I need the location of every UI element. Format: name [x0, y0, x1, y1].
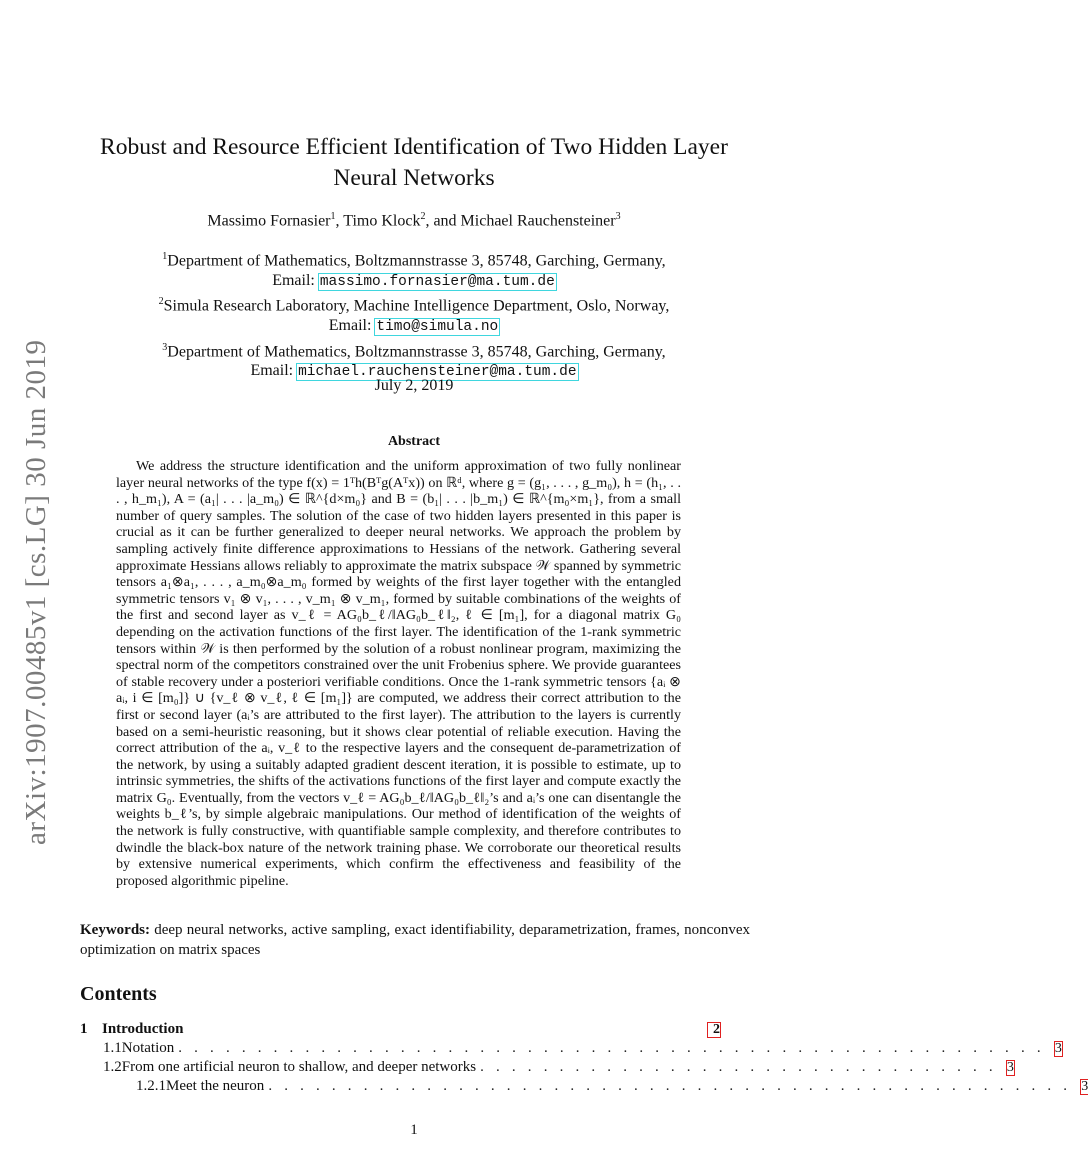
contents-heading: Contents [80, 983, 157, 1005]
email-link[interactable]: massimo.fornasier@ma.tum.de [319, 273, 555, 290]
toc-label: Meet the neuron [166, 1078, 265, 1094]
toc-page-link[interactable]: 3 [1006, 1060, 1014, 1075]
toc-number: 1.2.1 [136, 1078, 166, 1094]
toc-entry[interactable] [80, 1021, 720, 1040]
toc-page-link[interactable]: 3 [1081, 1079, 1088, 1094]
author-list: Massimo Fornasier$^1$, Timo Klock$^2$, and Michael Rauchensteiner$^3$ [207, 211, 621, 230]
toc-leader-dots: . . . . . . . . . . . . . . . . . . . . . . . . . . . . . . . . . . . . . . . . . . . . . . . . . . . . . . . [178, 1040, 1045, 1056]
affiliation-marker: 2 [158, 296, 164, 308]
title-line-1: Robust and Resource Efficient Identification of Two Hidden Layer [100, 134, 728, 160]
email-link[interactable]: timo@simula.no [376, 319, 499, 336]
author-name: Timo Klock [343, 212, 421, 230]
affiliation-marker: 1 [162, 251, 168, 262]
abstract-body: We address the structure identification and the uniform approximation of two fully nonlinear layer neural networks of the type f(x) = 1ᵀh(Bᵀg(Aᵀx)) on ℝᵈ, where g = (g₁, . . . , g_m₀), h = (h₁, . . . , h_m₁), A = (a₁| . . . |a_m₀) ∈ ℝ^{d×m₀} and B = (b₁| . . . |b_m₁) ∈ ℝ^{m₀×m₁}, from a small number of query samples. The solution of the case of two hidden layers presented in this paper is crucial as it can be further generalized to deeper neural networks. We approach the problem by sampling actively finite difference approximations to Hessians of the network. Gathering several approximate Hessians allows reliably to approximate the matrix subspace 𝒲 spanned by symmetric tensors a₁⊗a₁, . . . , a_m₀⊗a_m₀ formed by weights of the first layer together with the entangled symmetric tensors v₁ ⊗ v₁, . . . , v_m₁ ⊗ v_m₁, formed by suitable combinations of the weights of the first and second layer as v_ℓ = AG₀b_ℓ/‖AG₀b_ℓ‖₂, ℓ ∈ [m₁], for a diagonal matrix G₀ depending on the activation functions of the first layer. The identification of the 1-rank symmetric tensors within 𝒲 is then performed by the solution of a robust nonlinear program, maximizing the spectral norm of the competitors constrained over the unit Frobenius sphere. We provide guarantees of stable recovery under a posteriori verifiable conditions. Once the 1-rank symmetric tensors {aᵢ ⊗ aᵢ, i ∈ [m₀]} ∪ {v_ℓ ⊗ v_ℓ, ℓ ∈ [m₁]} are computed, we address their correct attribution to the first or second layer (aᵢ’s are attributed to the first layer). The attribution to the layers is currently based on a semi-heuristic reasoning, but it shows clear potential of reliable execution. Having the correct attribution of the aᵢ, v_ℓ to the respective layers and the consequent de-parametrization of the network, by using a suitably adapted gradient descent iteration, it is possible to estimate, up to intrinsic symmetries, the shifts of the activations functions of the first layer and compute exactly the matrix G₀. Eventually, from the vectors v_ℓ = AG₀b_ℓ/‖AG₀b_ℓ‖₂’s and aᵢ’s one can disentangle the weights b_ℓ’s, by simple algebraic manipulations. Our method of identification of the weights of the network is fully constructive, with quantifiable sample complexity, and therefore contributes to dwindle the black-box nature of the network training phase. We corroborate our theoretical results by extensive numerical experiments, which confirm the effectiveness and feasibility of the proposed algorithmic pipeline. [116, 458, 681, 889]
toc-entry[interactable] [103, 1059, 1014, 1078]
toc-entry[interactable] [103, 1040, 1062, 1059]
toc-number: 1 [80, 1021, 88, 1037]
toc-number: 1.1 [103, 1040, 122, 1056]
affiliation-marker: 3 [162, 341, 168, 353]
affiliation-block [60, 247, 768, 383]
toc-leader-dots: . . . . . . . . . . . . . . . . . . . . . . . . . . . . . . . . . [480, 1059, 997, 1075]
arxiv-sidebar-stamp: arXiv:1907.00485v1 [cs.LG] 30 Jun 2019 [20, 339, 52, 845]
author-affil-marker: 1 [330, 211, 336, 222]
keywords-block [80, 921, 750, 960]
affiliation-line [60, 292, 768, 316]
publication-date: July 2, 2019 [374, 377, 454, 394]
email-label: Email: [328, 317, 376, 335]
toc-label: Notation [121, 1040, 175, 1056]
affiliation-email-line [60, 316, 768, 338]
author-affil-marker: 2 [420, 211, 426, 222]
abstract-heading: Abstract [387, 434, 441, 449]
affiliation-text: Department of Mathematics, Boltzmannstrasse 3, 85748, Garching, Germany, [167, 252, 666, 270]
toc-leader-dots: . . . . . . . . . . . . . . . . . . . . . . . . . . . . . . . . . . . . . . . . . . . . . . . . . . . [268, 1078, 1072, 1094]
toc-label: From one artificial neuron to shallow, and deeper networks [121, 1059, 477, 1075]
title-line-2: Neural Networks [333, 165, 495, 191]
keywords-label: Keywords: [80, 922, 150, 938]
keywords-text: deep neural networks, active sampling, exact identifiability, deparametrization, frames, nonconvex optimization on matrix spaces [80, 922, 750, 958]
affiliation-line [60, 247, 768, 271]
email-label: Email: [250, 362, 298, 380]
author-name: and Michael Rauchensteiner [433, 212, 616, 230]
affiliation-text: Department of Mathematics, Boltzmannstrasse 3, 85748, Garching, Germany, [167, 342, 666, 360]
toc-label: Introduction [102, 1021, 184, 1037]
affiliation-email-line [60, 271, 768, 293]
toc-page-link[interactable]: 2 [708, 1023, 720, 1037]
author-affil-marker: 3 [615, 211, 621, 222]
page-number: 1 [410, 1122, 418, 1138]
paper-title [60, 132, 768, 194]
email-label: Email: [272, 271, 319, 289]
author-name: Massimo Fornasier [207, 212, 331, 230]
toc-page-link[interactable]: 3 [1054, 1041, 1062, 1056]
affiliation-line [60, 338, 768, 362]
toc-entry[interactable] [136, 1078, 1088, 1097]
affiliation-text: Simula Research Laboratory, Machine Intelligence Department, Oslo, Norway, [163, 297, 670, 315]
toc-number: 1.2 [103, 1059, 122, 1075]
email-link[interactable]: michael.rauchensteiner@ma.tum.de [298, 364, 577, 381]
